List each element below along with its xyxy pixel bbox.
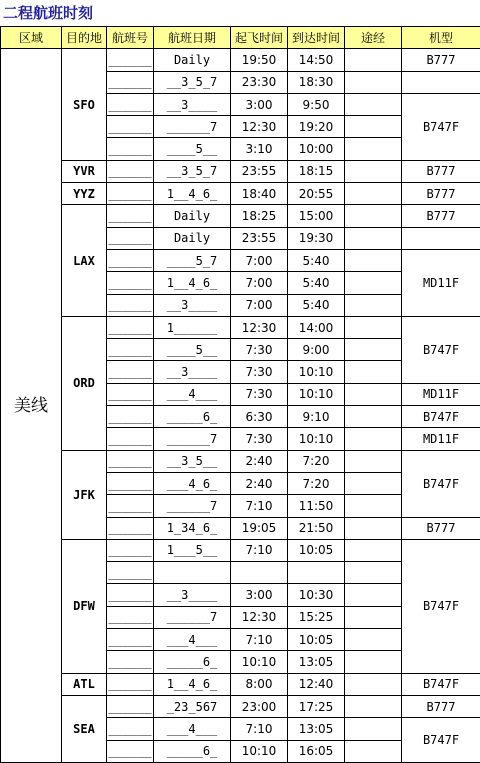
flight-days-cell: __3_5_7 [154, 160, 231, 182]
via-cell [345, 49, 402, 71]
flight-days-cell: __3____ [154, 93, 231, 115]
via-cell [345, 183, 402, 205]
via-cell [345, 361, 402, 383]
flight-number-cell: ______ [107, 49, 154, 71]
destination-cell: SFO [62, 49, 107, 160]
destination-cell: YYZ [62, 183, 107, 205]
flight-days-cell: ___4___ [154, 383, 231, 405]
departure-time-cell: 19:05 [231, 517, 288, 539]
departure-time-cell: 10:10 [231, 740, 288, 762]
via-cell [345, 472, 402, 494]
table-row [1, 160, 480, 182]
flight-days-cell: 1___5__ [154, 539, 231, 561]
flight-number-cell: ______ [107, 629, 154, 651]
flight-days-cell: Daily [154, 49, 231, 71]
via-cell [345, 93, 402, 115]
arrival-time-cell: 13:05 [288, 651, 345, 673]
destination-cell: JFK [62, 450, 107, 539]
table-body [1, 27, 480, 763]
departure-time-cell: 3:10 [231, 138, 288, 160]
aircraft-type-cell: B777 [402, 49, 480, 71]
arrival-time-cell: 7:20 [288, 472, 345, 494]
flight-days-cell: ____5__ [154, 138, 231, 160]
flight-number-cell: ______ [107, 138, 154, 160]
aircraft-type-cell: B747F [402, 450, 480, 517]
flight-number-cell: ______ [107, 651, 154, 673]
flight-days-cell: ______7 [154, 606, 231, 628]
via-cell [345, 495, 402, 517]
aircraft-type-cell [402, 71, 480, 93]
header-aircraft-type: 机型 [402, 27, 480, 49]
departure-time-cell: 3:00 [231, 93, 288, 115]
via-cell [345, 272, 402, 294]
flight-number-cell: ______ [107, 227, 154, 249]
via-cell [345, 339, 402, 361]
via-cell [345, 450, 402, 472]
arrival-time-cell: 19:20 [288, 116, 345, 138]
table-row [1, 539, 480, 561]
flight-number-cell: ______ [107, 517, 154, 539]
arrival-time-cell: 12:40 [288, 673, 345, 695]
via-cell [345, 695, 402, 717]
table-row [1, 695, 480, 717]
header-region: 区域 [1, 27, 62, 49]
flight-number-cell: ______ [107, 183, 154, 205]
via-cell [345, 406, 402, 428]
arrival-time-cell: 14:00 [288, 316, 345, 338]
aircraft-type-cell: B777 [402, 183, 480, 205]
via-cell [345, 160, 402, 182]
departure-time-cell: 7:30 [231, 339, 288, 361]
flight-days-cell: ______7 [154, 116, 231, 138]
departure-time-cell: 7:00 [231, 272, 288, 294]
flight-number-cell: ______ [107, 361, 154, 383]
arrival-time-cell: 5:40 [288, 249, 345, 271]
flight-days-cell: _____6_ [154, 406, 231, 428]
aircraft-type-cell [402, 227, 480, 249]
via-cell [345, 539, 402, 561]
table-row [1, 183, 480, 205]
via-cell [345, 651, 402, 673]
departure-time-cell: 12:30 [231, 606, 288, 628]
flight-number-cell: ______ [107, 562, 154, 584]
departure-time-cell [231, 562, 288, 584]
via-cell [345, 383, 402, 405]
flight-number-cell: ______ [107, 383, 154, 405]
flight-days-cell: 1_34_6_ [154, 517, 231, 539]
departure-time-cell: 23:00 [231, 695, 288, 717]
departure-time-cell: 3:00 [231, 584, 288, 606]
flight-number-cell: ______ [107, 695, 154, 717]
destination-cell: DFW [62, 539, 107, 673]
aircraft-type-cell: MD11F [402, 383, 480, 405]
departure-time-cell: 18:25 [231, 205, 288, 227]
departure-time-cell: 7:00 [231, 294, 288, 316]
flight-number-cell: ______ [107, 205, 154, 227]
flight-schedule-table [0, 26, 480, 763]
flight-days-cell: __3____ [154, 584, 231, 606]
arrival-time-cell: 17:25 [288, 695, 345, 717]
departure-time-cell: 18:40 [231, 183, 288, 205]
flight-number-cell: ______ [107, 740, 154, 762]
via-cell [345, 205, 402, 227]
arrival-time-cell: 18:30 [288, 71, 345, 93]
via-cell [345, 629, 402, 651]
via-cell [345, 673, 402, 695]
flight-number-cell: ______ [107, 406, 154, 428]
page-title: 二程航班时刻 [3, 2, 93, 24]
header-arrival-time: 到达时间 [288, 27, 345, 49]
table-row [1, 316, 480, 338]
aircraft-type-cell: B747F [402, 718, 480, 763]
flight-number-cell: ______ [107, 584, 154, 606]
flight-number-cell: ______ [107, 294, 154, 316]
destination-cell: LAX [62, 205, 107, 316]
table-row [1, 673, 480, 695]
departure-time-cell: 12:30 [231, 316, 288, 338]
flight-number-cell: ______ [107, 428, 154, 450]
departure-time-cell: 23:55 [231, 227, 288, 249]
flight-days-cell: _____6_ [154, 740, 231, 762]
flight-number-cell: ______ [107, 272, 154, 294]
region-cell: 美线 [1, 49, 62, 763]
aircraft-type-cell: MD11F [402, 249, 480, 316]
flight-number-cell: ______ [107, 249, 154, 271]
departure-time-cell: 23:55 [231, 160, 288, 182]
flight-days-cell: 1__4_6_ [154, 183, 231, 205]
aircraft-type-cell: B777 [402, 695, 480, 717]
flight-days-cell: ___4___ [154, 629, 231, 651]
arrival-time-cell [288, 562, 345, 584]
flight-days-cell: Daily [154, 205, 231, 227]
flight-days-cell: Daily [154, 227, 231, 249]
table-row [1, 205, 480, 227]
departure-time-cell: 8:00 [231, 673, 288, 695]
flight-days-cell: 1__4_6_ [154, 272, 231, 294]
via-cell [345, 249, 402, 271]
via-cell [345, 606, 402, 628]
header-flight-number: 航班号 [107, 27, 154, 49]
flight-days-cell: __3_5__ [154, 450, 231, 472]
via-cell [345, 562, 402, 584]
departure-time-cell: 7:10 [231, 718, 288, 740]
arrival-time-cell: 16:05 [288, 740, 345, 762]
header-destination: 目的地 [62, 27, 107, 49]
arrival-time-cell: 10:10 [288, 361, 345, 383]
via-cell [345, 294, 402, 316]
via-cell [345, 227, 402, 249]
aircraft-type-cell: B777 [402, 205, 480, 227]
arrival-time-cell: 21:50 [288, 517, 345, 539]
flight-number-cell: ______ [107, 71, 154, 93]
flight-days-cell: ___4_6_ [154, 472, 231, 494]
via-cell [345, 428, 402, 450]
flight-days-cell: __3_5_7 [154, 71, 231, 93]
via-cell [345, 584, 402, 606]
table-row [1, 49, 480, 71]
departure-time-cell: 7:30 [231, 361, 288, 383]
aircraft-type-cell: B747F [402, 673, 480, 695]
departure-time-cell: 7:00 [231, 249, 288, 271]
arrival-time-cell: 9:50 [288, 93, 345, 115]
flight-number-cell: ______ [107, 606, 154, 628]
arrival-time-cell: 15:25 [288, 606, 345, 628]
flight-days-cell: 1__4_6_ [154, 673, 231, 695]
table-row [1, 450, 480, 472]
departure-time-cell: 19:50 [231, 49, 288, 71]
flight-days-cell: 1______ [154, 316, 231, 338]
flight-number-cell: ______ [107, 450, 154, 472]
arrival-time-cell: 9:00 [288, 339, 345, 361]
destination-cell: ATL [62, 673, 107, 695]
via-cell [345, 517, 402, 539]
flight-days-cell: ____5__ [154, 339, 231, 361]
arrival-time-cell: 15:00 [288, 205, 345, 227]
arrival-time-cell: 9:10 [288, 406, 345, 428]
aircraft-type-cell: B777 [402, 160, 480, 182]
aircraft-type-cell: MD11F [402, 428, 480, 450]
flight-number-cell: ______ [107, 472, 154, 494]
via-cell [345, 116, 402, 138]
arrival-time-cell: 10:10 [288, 383, 345, 405]
departure-time-cell: 12:30 [231, 116, 288, 138]
aircraft-type-cell: B747F [402, 316, 480, 383]
flight-number-cell: ______ [107, 718, 154, 740]
arrival-time-cell: 5:40 [288, 272, 345, 294]
departure-time-cell: 23:30 [231, 71, 288, 93]
via-cell [345, 138, 402, 160]
flight-days-cell: _____6_ [154, 651, 231, 673]
departure-time-cell: 6:30 [231, 406, 288, 428]
departure-time-cell: 10:10 [231, 651, 288, 673]
departure-time-cell: 7:10 [231, 539, 288, 561]
header-departure-time: 起飞时间 [231, 27, 288, 49]
aircraft-type-cell: B747F [402, 539, 480, 673]
flight-number-cell: ______ [107, 93, 154, 115]
aircraft-type-cell: B747F [402, 93, 480, 160]
destination-cell: ORD [62, 316, 107, 450]
departure-time-cell: 2:40 [231, 472, 288, 494]
flight-number-cell: ______ [107, 339, 154, 361]
flight-days-cell: __3____ [154, 294, 231, 316]
arrival-time-cell: 14:50 [288, 49, 345, 71]
flight-days-cell [154, 562, 231, 584]
departure-time-cell: 7:30 [231, 383, 288, 405]
aircraft-type-cell: B747F [402, 406, 480, 428]
arrival-time-cell: 18:15 [288, 160, 345, 182]
flight-days-cell: ____5_7 [154, 249, 231, 271]
table-header-row [1, 27, 480, 49]
destination-cell: YVR [62, 160, 107, 182]
flight-number-cell: ______ [107, 539, 154, 561]
aircraft-type-cell: B777 [402, 517, 480, 539]
arrival-time-cell: 7:20 [288, 450, 345, 472]
via-cell [345, 316, 402, 338]
departure-time-cell: 7:10 [231, 495, 288, 517]
departure-time-cell: 7:30 [231, 428, 288, 450]
flight-days-cell: ___4___ [154, 718, 231, 740]
flight-days-cell: __3____ [154, 361, 231, 383]
arrival-time-cell: 10:05 [288, 629, 345, 651]
header-flight-days: 航班日期 [154, 27, 231, 49]
arrival-time-cell: 10:10 [288, 428, 345, 450]
arrival-time-cell: 19:30 [288, 227, 345, 249]
flight-number-cell: ______ [107, 673, 154, 695]
departure-time-cell: 2:40 [231, 450, 288, 472]
departure-time-cell: 7:10 [231, 629, 288, 651]
flight-days-cell: ______7 [154, 495, 231, 517]
arrival-time-cell: 5:40 [288, 294, 345, 316]
arrival-time-cell: 10:05 [288, 539, 345, 561]
flight-days-cell: ______7 [154, 428, 231, 450]
header-via: 途经 [345, 27, 402, 49]
via-cell [345, 71, 402, 93]
arrival-time-cell: 10:30 [288, 584, 345, 606]
arrival-time-cell: 13:05 [288, 718, 345, 740]
destination-cell: SEA [62, 695, 107, 762]
flight-days-cell: _23_567 [154, 695, 231, 717]
arrival-time-cell: 10:00 [288, 138, 345, 160]
flight-number-cell: ______ [107, 116, 154, 138]
flight-number-cell: ______ [107, 316, 154, 338]
arrival-time-cell: 11:50 [288, 495, 345, 517]
flight-number-cell: ______ [107, 495, 154, 517]
flight-number-cell: ______ [107, 160, 154, 182]
via-cell [345, 718, 402, 740]
arrival-time-cell: 20:55 [288, 183, 345, 205]
